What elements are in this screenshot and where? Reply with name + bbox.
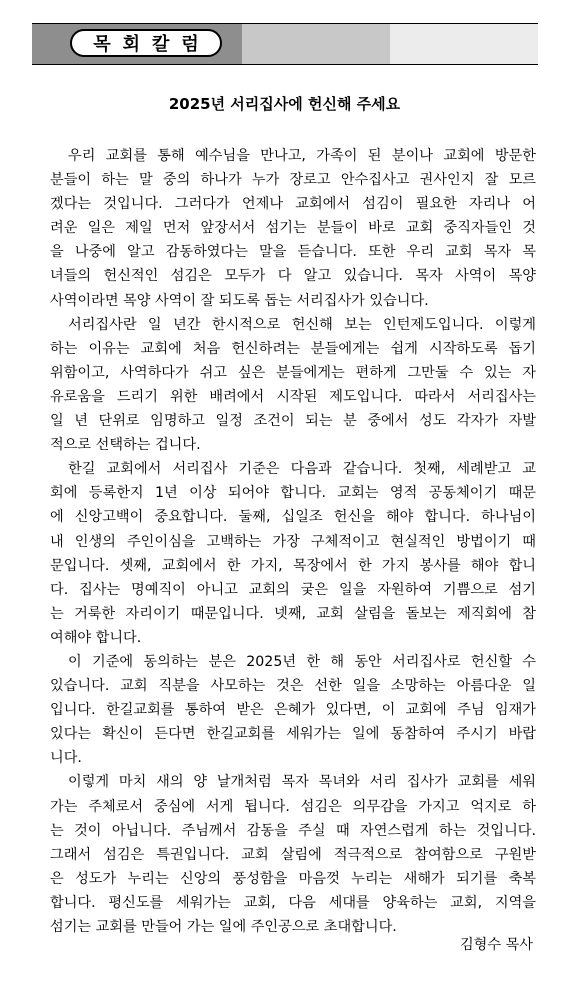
header-bar-dark-segment	[32, 24, 242, 64]
paragraph-2-line-1: 서리집사란 일 년간 한시적으로 헌신해 보는 인턴제도입니다. 이렇게	[68, 316, 536, 333]
paragraph-3-line-8: 여해야 합니다.	[50, 629, 142, 646]
header-bar-light-segment	[390, 24, 538, 64]
paragraph-3-line-2: 회에 등록한지 1년 이상 되어야 합니다. 교회는 영적 공동체이기 때문	[50, 485, 536, 502]
paragraph-2-line-4: 유로움을 드리기 위한 배려에서 시작된 제도입니다. 따라서 서리집사는	[50, 388, 536, 405]
paragraph-1-line-6: 녀들의 헌신적인 섬김은 모두가 다 알고 있습니다. 목자 사역이 목양	[50, 268, 536, 285]
paragraph-3-line-1: 한길 교회에서 서리집사 기준은 다음과 같습니다. 첫째, 세례받고 교	[68, 461, 536, 478]
paragraph-1-line-5: 을 나중에 알고 감동하였다는 말을 듣습니다. 또한 우리 교회 목자 목	[50, 244, 536, 261]
paragraph-3-line-6: 다. 집사는 명예직이 아니고 교회의 궂은 일을 자원하여 기쁨으로 섬기	[50, 581, 536, 598]
paragraph-5-line-2: 가는 주체로서 중심에 서게 됩니다. 섬김은 의무감을 가지고 억지로 하	[50, 798, 536, 815]
paragraph-2-line-6: 적으로 선택하는 겁니다.	[50, 437, 201, 454]
paragraph-5-line-6: 합니다. 평신도를 세워가는 교회, 다음 세대를 양육하는 교회, 지역을	[50, 894, 536, 911]
paragraph-1-line-7: 사역이라면 목양 사역이 잘 되도록 돕는 서리집사가 있습니다.	[50, 292, 429, 309]
paragraph-5-line-1: 이렇게 마치 새의 양 날개처럼 목자 목녀와 서리 집사가 교회를 세워	[68, 774, 536, 791]
paragraph-1-line-1: 우리 교회를 통해 예수님을 만나고, 가족이 된 분이나 교회에 방문한	[68, 148, 536, 164]
paragraph-1-line-4: 려운 일은 제일 먼저 앞장서서 섬기는 분들이 바로 교회 중직자들인 것	[50, 220, 536, 237]
column-header-bar	[32, 23, 538, 65]
paragraph-1-line-2: 분들이 하는 말 중의 하나가 누가 장로고 안수집사고 권사인지 잘 모르	[50, 172, 536, 189]
column-label: 목회칼럼	[70, 29, 222, 57]
paragraph-2-line-3: 위함이고, 사역하다가 쉬고 싶은 분들에게는 편하게 그만둘 수 있는 자	[50, 364, 536, 381]
paragraph-4-line-3: 입니다. 한길교회를 통하여 받은 은혜가 있다면, 이 교회에 주님 임재가	[50, 702, 536, 719]
paragraph-5-line-5: 은 성도가 누리는 신앙의 풍성함을 마음껏 누리는 새해가 되기를 축복	[50, 870, 536, 887]
paragraph-3-line-7: 는 거룩한 자리이기 때문입니다. 넷째, 교회 살림을 돌보는 제직회에 참	[50, 605, 536, 622]
paragraph-5-line-4: 그래서 섬김은 특권입니다. 교회 살림에 적극적으로 참여함으로 구원받	[50, 846, 536, 863]
paragraph-2-line-2: 하는 이유는 교회에 처음 헌신하려는 분들에게는 쉽게 시작하도록 돕기	[50, 340, 536, 357]
article-title: 2025년 서리집사에 헌신해 주세요	[168, 95, 401, 113]
paragraph-4-line-1: 이 기준에 동의하는 분은 2025년 한 해 동안 서리집사로 헌신할 수	[68, 653, 536, 670]
paragraph-4-line-5: 니다.	[50, 750, 82, 767]
paragraph-3-line-5: 문입니다. 셋째, 교회에서 한 가지, 목장에서 한 가지 봉사를 해야 합니	[50, 557, 536, 574]
paragraph-3-line-3: 에 신앙고백이 중요합니다. 둘째, 십일조 헌신을 해야 합니다. 하나님이	[50, 509, 536, 526]
paragraph-3-line-4: 내 인생의 주인이심을 고백하는 가장 구체적이고 현실적인 방법이기 때	[50, 533, 536, 550]
paragraph-2-line-5: 일 년 단위로 임명하고 일정 조건이 되는 분 중에서 성도 각자가 자발	[50, 413, 536, 430]
author-signature: 김형수 목사	[459, 937, 533, 953]
paragraph-4-line-2: 있습니다. 교회 직분을 사모하는 것은 선한 일을 소망하는 아름다운 일	[50, 678, 536, 695]
paragraph-5-line-3: 는 것이 아닙니다. 주님께서 감동을 주실 때 자연스럽게 하는 것입니다.	[50, 822, 536, 839]
article-body	[50, 144, 536, 939]
paragraph-4-line-4: 있다는 확신이 든다면 한길교회를 세워가는 일에 동참하여 주시기 바랍	[50, 726, 536, 743]
paragraph-5-line-7: 섬기는 교회를 만들어 가는 일에 주인공으로 초대합니다.	[50, 919, 397, 935]
paragraph-1-line-3: 겠다는 것입니다. 그러다가 언제나 교회에서 섬김이 필요한 자리나 어	[50, 196, 536, 213]
header-bar-mid-segment	[242, 24, 390, 64]
